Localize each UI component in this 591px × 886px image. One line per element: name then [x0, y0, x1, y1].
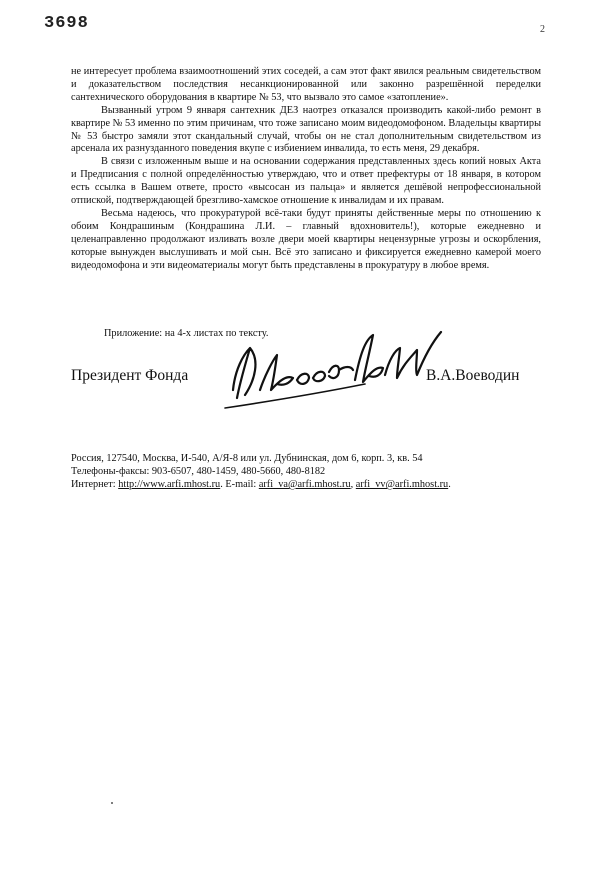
website-link[interactable]: http://www.arfi.mhost.ru — [118, 479, 221, 490]
contact-block — [71, 452, 451, 491]
paragraph-3: В связи с изложенным выше и на основании содержания представленных здесь копий новых Акта и Предписания с полной определённостью утверждаю, что и ответ префектуры от 18 января, в котором есть ссылка в Вашем ответе, просто «высосан из пальца» и является дешёвой непрофессиональной отпиской, подтверждающей брезгливо-хамское отношение к инвалидам и их правам. — [71, 156, 541, 207]
paragraph-4: Весьма надеюсь, что прокуратурой всё-таки будут приняты действенные меры по отношению к обоим Кондрашиным (Кондрашина Л.И. – главный вдохновитель!), которые ежедневно и целенаправленно продолжают изливать возле двери моей квартиры нецензурные угрозы и оскорбления, которые вынужден выслушивать и мой сын. Всё это записано и фиксируется ежедневно камерой моего видеодомофона и эти видеоматериалы могут быть представлены в прокуратуру в любое время. — [71, 207, 541, 271]
paragraph-1: не интересует проблема взаимоотношений этих соседей, а сам этот факт явился реальным свидетельством и доказательством последствия несанкционированной или законно разрешённой переделки сантехнического оборудования в квартире № 53, что вызвало это самое «затопление». — [71, 66, 541, 103]
paragraph-2: Вызванный утром 9 января сантехник ДЕЗ наотрез отказался производить какой-либо ремонт в квартире № 53 именно по этим причинам, что тоже записано моим видеодомофоном. Владельцы квартиры № 53 быстро замяли этот скандальный случай, чтобы он не стал дополнительным свидетельством из арсенала их разнузданного поведения вкупе с избиением инвалида, то есть меня, 29 декабря. — [71, 104, 541, 155]
page-number: 2 — [540, 24, 545, 35]
email-link-1[interactable]: arfi_va@arfi.mhost.ru — [258, 479, 351, 490]
phones-line: Телефоны-факсы: 903-6507, 480-1459, 480-5660, 480-8182 — [71, 466, 326, 477]
signatory-name: В.А.Воеводин — [426, 367, 520, 384]
handwritten-signature — [205, 320, 455, 420]
email-label: . E-mail: — [220, 479, 259, 490]
attachment-note: Приложение: на 4-х листах по тексту. — [104, 328, 269, 339]
signatory-title: Президент Фонда — [71, 367, 189, 384]
internet-label: Интернет: — [71, 479, 119, 490]
address-line: Россия, 127540, Москва, И-540, А/Я-8 или ул. Дубнинская, дом 6, корп. 3, кв. 54 — [71, 453, 423, 464]
email-link-2[interactable]: arfi_vv@arfi.mhost.ru — [355, 479, 449, 490]
document-number: 3698 — [44, 14, 89, 33]
letter-body — [71, 66, 541, 273]
line-end: . — [448, 479, 451, 490]
internet-line — [71, 478, 451, 491]
email-separator: , — [350, 479, 356, 490]
scan-speck — [111, 802, 113, 804]
